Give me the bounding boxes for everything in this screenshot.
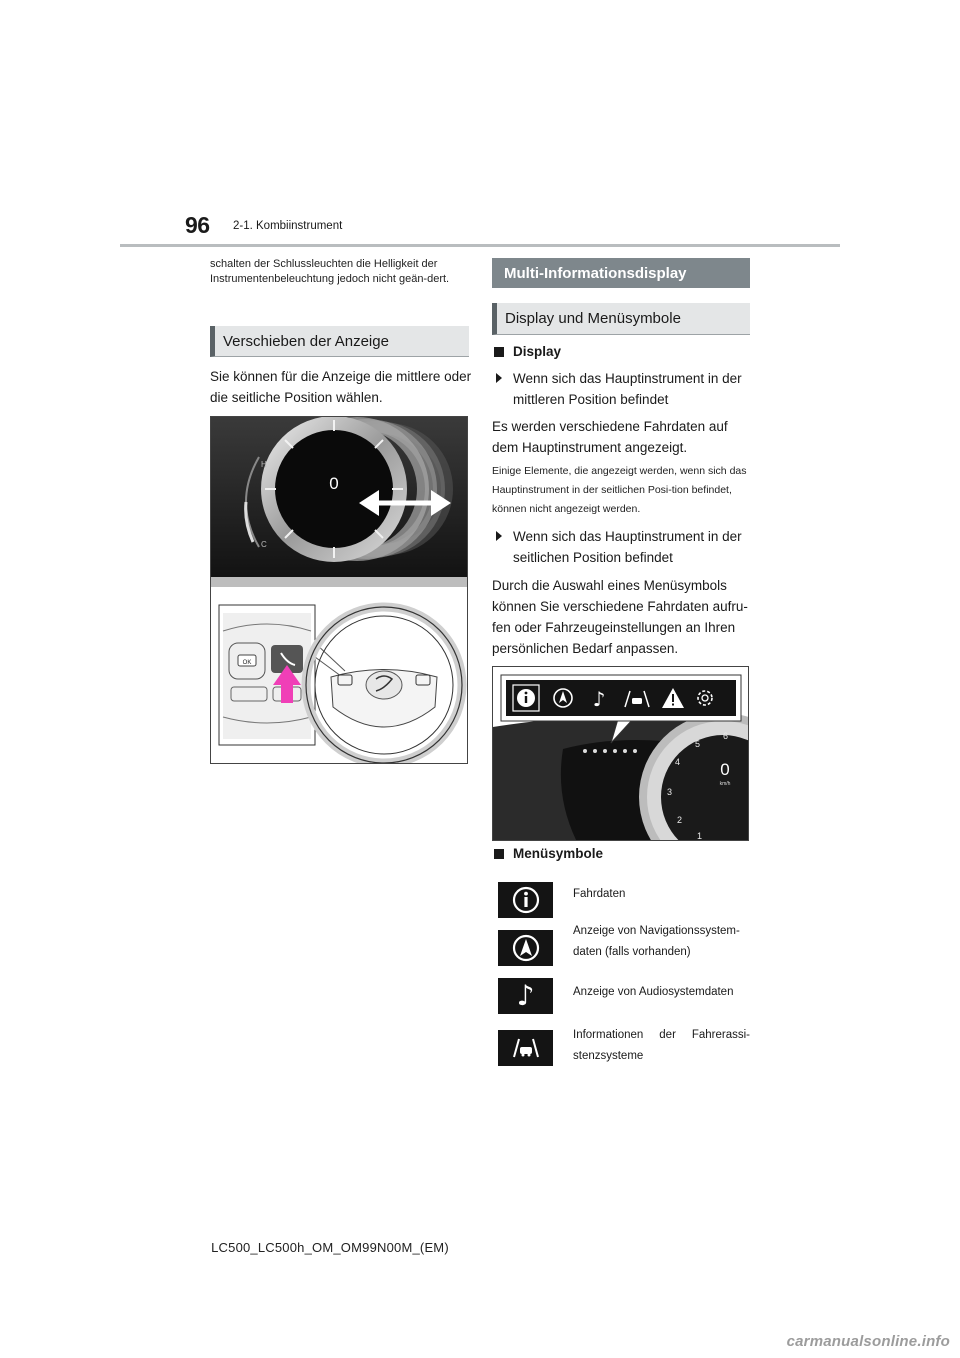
tick-label: 2 (677, 815, 683, 825)
svg-text:♪: ♪ (592, 687, 606, 711)
ok-button-label: OK (242, 660, 252, 666)
paragraph-center: Es werden verschiedene Fahrdaten auf dem Hauptinstrument angezeigt. (492, 419, 728, 455)
speed-unit: km/h (719, 781, 731, 787)
intro-text: schalten der Schlussleuchten die Helligkeit der Instrumentenbeleuchtung jedoch nicht geän-dert. (210, 258, 450, 285)
arrow-bullet-icon (496, 373, 502, 383)
bullet-heading-menu-icons (494, 846, 603, 861)
instrument-shift-illustration (211, 417, 468, 764)
bullet-square (494, 849, 504, 859)
tick-label: 4 (675, 757, 681, 767)
arrow-bullet-icon (496, 531, 502, 541)
menu-icon-label: Anzeige von Audiosystemdaten (573, 986, 734, 998)
list-item-center-position (494, 368, 750, 410)
tick-label: 3 (667, 787, 673, 797)
bullet-square (494, 347, 504, 357)
list-item-text: Wenn sich das Hauptinstrument in der mittleren Position befindet (513, 371, 742, 407)
tick-label: 6 (723, 731, 729, 741)
list-item-side-position (494, 526, 750, 568)
navigation-icon (498, 930, 553, 966)
menu-icons-figure (492, 666, 749, 841)
note-text: Einige Elemente, die angezeigt werden, wenn sich das Hauptinstrument in der seitlichen Posi-tion befindet, können nicht angezeigt werden. (492, 465, 747, 515)
steering-wheel (306, 607, 462, 763)
instrument-shift-figure (210, 416, 468, 764)
header-rule (120, 244, 840, 247)
gauge-h-label: H (261, 460, 267, 469)
document-footer: LC500_LC500h_OM_OM99N00M_(EM) (211, 1240, 449, 1255)
menu-icon-label: Anzeige von Navigationssystem-daten (falls vorhanden) (573, 925, 740, 958)
speed-readout: 0 (720, 760, 730, 779)
page-number: 96 (185, 212, 210, 238)
main-heading-label: Multi-Informationsdisplay (504, 264, 687, 282)
menu-icons-illustration (493, 667, 749, 841)
tick-label: 5 (695, 739, 701, 749)
watermark: carmanualsonline.info (786, 1333, 950, 1350)
driver-assist-icon (498, 1030, 553, 1066)
chapter-title: 2-1. Kombiinstrument (233, 220, 343, 232)
bullet-heading-display (494, 344, 561, 359)
gauge-c-label: C (261, 540, 267, 549)
move-display-text: Sie können für die Anzeige die mittlere oder die seitliche Position wählen. (210, 369, 472, 405)
section-heading-label: Verschieben der Anzeige (223, 332, 389, 350)
bullet-heading-label: Display (513, 344, 562, 359)
tick-label: 1 (697, 831, 703, 841)
music-note-icon: ♪ (498, 978, 553, 1014)
section-heading-label: Display und Menüsymbole (505, 310, 681, 327)
section-heading-display-icons (492, 303, 750, 335)
list-item-text: Wenn sich das Hauptinstrument in der seitlichen Position befindet (513, 529, 742, 565)
section-heading-move-display (210, 326, 469, 357)
main-heading-multi-info (492, 258, 750, 288)
bullet-heading-label: Menüsymbole (513, 846, 604, 861)
menu-icon-label: Informationen der Fahrerassi-stenzsysteme (573, 1029, 750, 1062)
paragraph-side: Durch die Auswahl eines Menüsymbols können Sie verschiedene Fahrdaten aufru-fen oder Fahrzeugeinstellungen an Ihren persönlichen Bedarf anpassen. (492, 578, 748, 656)
menu-icon-label: Fahrdaten (573, 888, 626, 900)
speed-readout: 0 (329, 474, 339, 493)
info-icon (498, 882, 553, 918)
